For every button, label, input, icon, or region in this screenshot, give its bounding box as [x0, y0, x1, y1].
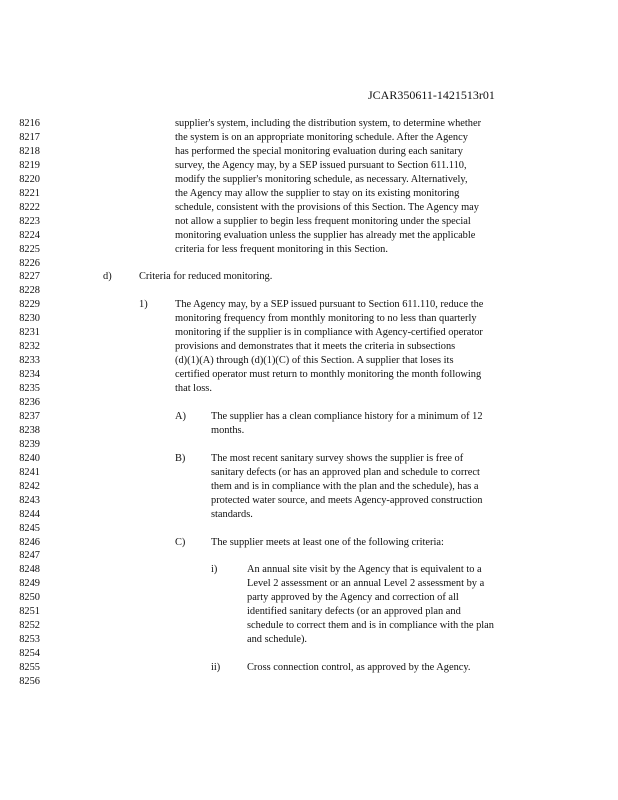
document-line: [0, 243, 618, 257]
line-number: 8230: [19, 313, 40, 325]
line-number: 8256: [19, 676, 40, 687]
document-line: [0, 522, 618, 536]
document-header: JCAR350611-1421513r01: [368, 88, 495, 102]
subsection-label: C): [175, 536, 186, 548]
line-text: identified sanitary defects (or an approved plan and: [247, 606, 461, 618]
line-number: 8245: [19, 522, 40, 534]
line-number: 8249: [19, 578, 40, 590]
line-number: 8240: [19, 452, 40, 464]
subsection-label: d): [103, 271, 112, 283]
subsection-label: i): [211, 564, 218, 576]
line-number: 8237: [19, 410, 40, 422]
document-line: [0, 591, 618, 605]
line-text: sanitary defects (or has an approved plan and schedule to correct: [211, 466, 480, 478]
document-line: [0, 577, 618, 591]
line-number: 8235: [19, 383, 40, 395]
document-line: [0, 480, 618, 494]
document-line: [0, 424, 618, 438]
document-line: [0, 368, 618, 382]
line-text: monitoring evaluation unless the supplier has already met the applicable: [175, 229, 476, 241]
line-text: monitoring frequency from monthly monitoring to no less than quarterly: [175, 313, 477, 325]
line-number: 8253: [19, 634, 40, 646]
line-text: supplier's system, including the distribution system, to determine whether: [175, 118, 482, 129]
line-text: The supplier has a clean compliance history for a minimum of 12: [211, 410, 483, 422]
line-number: 8222: [19, 201, 40, 213]
document-line: [0, 229, 618, 243]
line-text: (d)(1)(A) through (d)(1)(C) of this Section. A supplier that loses its: [175, 355, 454, 367]
document-line: [0, 326, 618, 340]
line-text: them and is in compliance with the plan and the schedule), has a: [211, 480, 479, 492]
document-line: [0, 159, 618, 173]
line-text: party approved by the Agency and correction of all: [247, 592, 459, 604]
line-text: An annual site visit by the Agency that is equivalent to a: [247, 564, 482, 576]
subsection-label: ii): [211, 662, 221, 674]
document-line: [0, 270, 618, 284]
subsection-label: A): [175, 410, 186, 422]
line-number: 8233: [19, 355, 40, 367]
line-text: schedule to correct them and is in compliance with the plan: [247, 620, 494, 632]
line-text: that loss.: [175, 383, 212, 395]
line-number: 8244: [19, 508, 40, 520]
document-line: [0, 312, 618, 326]
line-text: modify the supplier's monitoring schedule, as necessary. Alternatively,: [175, 173, 468, 185]
line-number: 8255: [19, 662, 40, 674]
line-text: The most recent sanitary survey shows the supplier is free of: [211, 452, 464, 464]
line-number: 8220: [19, 173, 40, 185]
line-number: 8224: [19, 229, 40, 241]
line-text: and schedule).: [247, 634, 308, 646]
line-text: Cross connection control, as approved by the Agency.: [247, 662, 471, 674]
document-line: [0, 215, 618, 229]
line-text: the system is on an appropriate monitoring schedule. After the Agency: [175, 131, 468, 143]
line-number: 8225: [19, 243, 40, 255]
document-line: [0, 647, 618, 661]
document-line: [0, 452, 618, 466]
line-text: certified operator must return to monthly monitoring the month following: [175, 369, 482, 381]
subsection-label: B): [175, 452, 186, 464]
document-line: [0, 201, 618, 215]
line-number: 8221: [19, 187, 40, 199]
line-number: 8242: [19, 480, 40, 492]
line-number: 8216: [19, 118, 40, 129]
line-text: months.: [211, 424, 245, 436]
document-line: [0, 549, 618, 563]
document-line: [0, 340, 618, 354]
line-number: 8226: [19, 257, 40, 269]
document-line: [0, 438, 618, 452]
line-number: 8229: [19, 299, 40, 311]
document-line: [0, 354, 618, 368]
document-line: [0, 284, 618, 298]
line-text: Criteria for reduced monitoring.: [139, 271, 273, 283]
document-line: [0, 145, 618, 159]
line-text: standards.: [211, 508, 253, 520]
line-text: protected water source, and meets Agency-approved construction: [211, 494, 483, 506]
line-number: 8252: [19, 620, 40, 632]
line-number: 8231: [19, 327, 40, 339]
document-line: [0, 131, 618, 145]
document-line: [0, 494, 618, 508]
line-number: 8239: [19, 438, 40, 450]
line-text: monitoring if the supplier is in compliance with Agency-certified operator: [175, 327, 483, 339]
document-line: [0, 410, 618, 424]
document-line: [0, 633, 618, 647]
subsection-label: 1): [139, 299, 148, 311]
line-number: 8227: [19, 271, 40, 283]
document-line: [0, 508, 618, 522]
document-line: [0, 117, 618, 131]
line-number: 8238: [19, 424, 40, 436]
line-number: 8241: [19, 466, 40, 478]
line-text: The supplier meets at least one of the following criteria:: [211, 536, 444, 548]
document-line: [0, 382, 618, 396]
line-number: 8218: [19, 145, 40, 157]
line-number: 8251: [19, 606, 40, 618]
document-line: [0, 619, 618, 633]
line-number: 8234: [19, 369, 40, 381]
line-number: 8219: [19, 159, 40, 171]
document-line: [0, 173, 618, 187]
document-line: [0, 563, 618, 577]
line-number: 8236: [19, 397, 40, 408]
line-text: Level 2 assessment or an annual Level 2 assessment by a: [247, 578, 485, 590]
line-text: criteria for less frequent monitoring in this Section.: [175, 243, 388, 255]
line-number: 8223: [19, 215, 40, 227]
document-line: [0, 298, 618, 312]
line-text: schedule, consistent with the provisions of this Section. The Agency may: [175, 201, 479, 213]
line-number: 8228: [19, 285, 40, 297]
line-number: 8250: [19, 592, 40, 604]
line-number: 8232: [19, 341, 40, 353]
line-number: 8217: [19, 131, 40, 143]
line-number: 8248: [19, 564, 40, 576]
line-text: survey, the Agency may, by a SEP issued pursuant to Section 611.110,: [175, 159, 467, 171]
line-number: 8243: [19, 494, 40, 506]
document-line: [0, 187, 618, 201]
line-text: the Agency may allow the supplier to stay on its existing monitoring: [175, 187, 460, 199]
document-line: [0, 675, 618, 689]
document-line: [0, 466, 618, 480]
line-number: 8246: [19, 536, 40, 548]
line-text: The Agency may, by a SEP issued pursuant to Section 611.110, reduce the: [175, 299, 484, 311]
document-line: [0, 536, 618, 550]
line-number: 8254: [19, 648, 40, 660]
document-line: [0, 605, 618, 619]
document-line: [0, 257, 618, 271]
line-text: not allow a supplier to begin less frequent monitoring under the special: [175, 215, 471, 227]
line-text: has performed the special monitoring evaluation during each sanitary: [175, 145, 463, 157]
document-line: [0, 396, 618, 410]
document-line: [0, 661, 618, 675]
line-text: provisions and demonstrates that it meets the criteria in subsections: [175, 341, 456, 353]
line-number: 8247: [19, 550, 40, 562]
